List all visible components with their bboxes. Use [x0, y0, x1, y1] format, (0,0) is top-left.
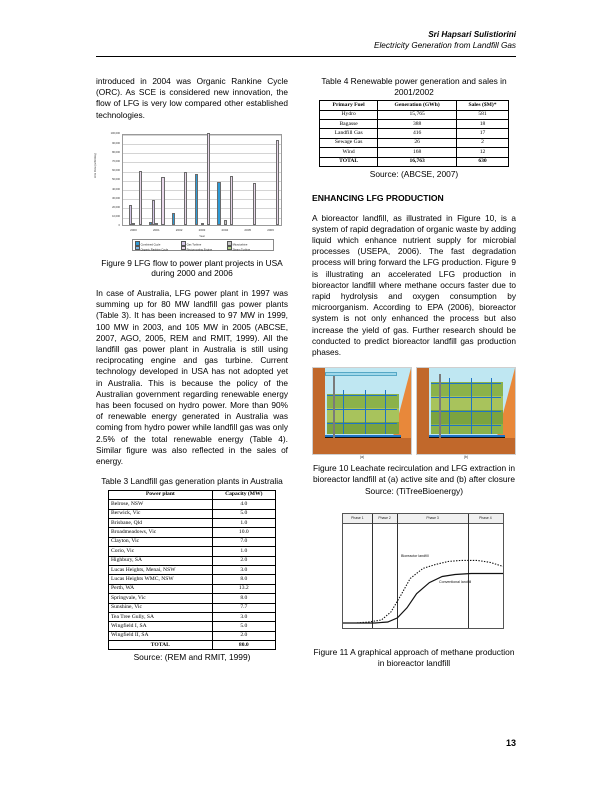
- table-4-fuel: Bagasse: [320, 119, 378, 128]
- table-row: [109, 509, 276, 518]
- extraction-well-a: [333, 376, 335, 438]
- table-3-col-0: Power plant: [109, 490, 213, 499]
- figure-9-bar: [201, 223, 204, 225]
- table-3-plant-name: Springvale, Vic: [109, 594, 213, 603]
- figure-10-sublabel-a: (a): [359, 455, 365, 460]
- table-3-plant-name: Belrose, NSW: [109, 500, 213, 509]
- figure-9-bar: [129, 205, 132, 225]
- figure-9-xlabel: Year: [199, 233, 205, 238]
- legend-item: [181, 246, 212, 252]
- figure-10-source: Source: (TiTreeBioenergy): [364, 486, 464, 497]
- table-3-capacity: 5.0: [212, 509, 275, 518]
- figure-11-plot-area: [342, 513, 504, 629]
- figure-9-xtick: 2004: [221, 227, 229, 232]
- legend-label: Reciprocating Engine: [186, 248, 213, 252]
- table-4-title: Table 4 Renewable power generation and sales in 2001/2002: [321, 76, 507, 97]
- table-3-capacity: 1.0: [212, 547, 275, 556]
- gridline: [123, 162, 281, 163]
- legend-label: Gas Turbine: [186, 243, 202, 247]
- table-3-capacity: 8.0: [212, 594, 275, 603]
- figure-9-caption: Figure 9 LFG flow to power plant projects in USA during 2000 and 2006: [101, 257, 283, 279]
- table-4-total-sales: 630: [457, 157, 509, 166]
- table-3-plant-name: Clayton, Vic: [109, 537, 213, 546]
- figure-9-xtick: 2005: [244, 227, 252, 232]
- left-paragraph-1: introduced in 2004 was Organic Rankine Cycle (ORC). As SCE is considered new innovation, the flow of LFG is very low compared other established technologies.: [96, 76, 288, 120]
- table-3-capacity: 5.0: [212, 622, 275, 631]
- table-4-header-row: [320, 101, 509, 110]
- figure-9-xtick: 2001: [152, 227, 160, 232]
- figure-9-xtick: 2003: [198, 227, 206, 232]
- legend-label: Combined Cycle: [140, 243, 161, 247]
- legend-item: [227, 246, 250, 252]
- figure-9-bar: [184, 172, 187, 224]
- table-3-plant-name: Corio, Vic: [109, 547, 213, 556]
- header-rule: [96, 56, 516, 57]
- table-4-col-0: Primary Fuel: [320, 101, 378, 110]
- table-row: [109, 547, 276, 556]
- table-row: [320, 138, 509, 147]
- figure-9-bar: [161, 177, 164, 225]
- table-4-fuel: Hydro: [320, 110, 378, 119]
- figure-11-phase-label: Phase 3: [397, 514, 467, 524]
- table-3-plant-name: Highbury, SA: [109, 556, 213, 565]
- table-3-total-value: 80.0: [212, 641, 275, 650]
- gridline: [123, 218, 281, 219]
- figure-9-ytick: 10,000: [112, 215, 120, 219]
- extraction-well-b: [439, 374, 441, 440]
- gridline: [123, 199, 281, 200]
- table-3-plant-name: Berwick, Vic: [109, 509, 213, 518]
- figure-11-phase-label: Phase 2: [372, 514, 398, 524]
- table-3-capacity: 7.0: [212, 537, 275, 546]
- table-3-body: [109, 500, 276, 650]
- table-3-capacity: 10.0: [212, 528, 275, 537]
- table-4-source: Source: (ABCSE, 2007): [369, 168, 459, 179]
- table-row: [109, 584, 276, 593]
- table-row: [109, 612, 276, 621]
- figure-9-bar: [253, 183, 256, 224]
- figure-9-ytick: 30,000: [112, 196, 120, 200]
- table-3-capacity: 2.0: [212, 556, 275, 565]
- figure-9-ytick: 80,000: [112, 150, 120, 154]
- figure-10-sublabels: [312, 455, 516, 459]
- table-row: [109, 575, 276, 584]
- table-3-plant-name: Lucas Heights, Menai, NSW: [109, 565, 213, 574]
- figure-10-image-b: [416, 367, 516, 455]
- figure-9-xtick: 2002: [175, 227, 183, 232]
- table-row: [109, 565, 276, 574]
- table-row: [320, 119, 509, 128]
- table-4-generation: 416: [378, 129, 457, 138]
- figure-10-images: [312, 367, 516, 455]
- figure-9-bar: [139, 171, 142, 225]
- table-row: [109, 519, 276, 528]
- leachate-cap-a: [325, 372, 397, 376]
- table-4-total-row: [320, 157, 509, 166]
- figure-9-chart: [96, 130, 288, 254]
- figure-11-curves: [343, 514, 503, 628]
- gridline: [123, 181, 281, 182]
- table-3-plant-name: Lucas Heights WMC, NSW: [109, 575, 213, 584]
- table-3-capacity: 4.0: [212, 500, 275, 509]
- legend-label: Steam Turbine: [232, 248, 251, 252]
- table-4-total-generation: 16,763: [378, 157, 457, 166]
- table-4-total-label: TOTAL: [320, 157, 378, 166]
- table-4-generation: 15,765: [378, 110, 457, 119]
- table-3-plant-name: Tea Tree Gully, SA: [109, 612, 213, 621]
- table-3-total-row: [109, 641, 276, 650]
- figure-9-bar: [224, 220, 227, 225]
- table-row: [109, 500, 276, 509]
- table-row: [109, 556, 276, 565]
- figure-11-phase-label: Phase 1: [343, 514, 372, 524]
- table-3-col-1: Capacity (MW): [212, 490, 275, 499]
- header-title: Electricity Generation from Landfill Gas: [374, 40, 516, 50]
- table-4-generation: 26: [378, 138, 457, 147]
- figure-9-ytick: 60,000: [112, 169, 120, 173]
- table-4-sales: 2: [457, 138, 509, 147]
- figure-11-series-bioreactor: [343, 560, 503, 623]
- figure-9-xtick: 2006: [267, 227, 274, 232]
- gridline: [123, 135, 281, 136]
- figure-9-bar: [230, 176, 233, 225]
- legend-label: Organic Rankine Cycle: [140, 248, 169, 252]
- table-3-plant-name: Broadmeadows, Vic: [109, 528, 213, 537]
- table-row: [320, 129, 509, 138]
- figure-9-bar: [132, 223, 135, 225]
- table-row: [109, 622, 276, 631]
- figure-9-bar: [172, 213, 175, 225]
- table-3-capacity: 8.0: [212, 575, 275, 584]
- figure-9-bar: [217, 182, 220, 225]
- table-3-capacity: 1.0: [212, 519, 275, 528]
- figure-11-chart: [312, 507, 516, 643]
- left-paragraph-2: In case of Australia, LFG power plant in 1997 was summing up for 80 MW landfill gas power plants (Table 3). It has been increased to 97 MW in 1999, 100 MW in 2003, and 105 MW in 2005 (ABCSE, 2007, AGO, 2005, REM and RMIT, 1999). All the landfill gas power plant in Australia is still using reciprocating engine and gas turbine. Current technology developed in USA has not adopted yet in Australia. This is because the policy of the Australian government regarding renewable energy has been focused on hydro power. More than 90% of renewable energy generated in Australia was coming from hydro power while landfill gas was only 2.5% of the total renewable energy (Table 4). Similar figure was also reflected in the sales of energy.: [96, 288, 288, 467]
- figure-9-ytick: 40,000: [112, 187, 120, 191]
- figure-9-ytick: 100,000: [110, 132, 120, 136]
- table-row: [320, 110, 509, 119]
- table-4-col-1: Generation (GWh): [378, 101, 457, 110]
- page-number: 13: [505, 738, 516, 748]
- right-column: [312, 76, 516, 668]
- table-4: [319, 100, 509, 167]
- figure-11-label-conventional: Conventional landfill: [439, 579, 472, 584]
- table-4-body: [320, 110, 509, 166]
- figure-9-ylabel: LFG Flow (scfm/day): [94, 152, 97, 178]
- figure-10-image-a: [312, 367, 412, 455]
- header-author: Sri Hapsari Sulistiorini: [428, 30, 516, 39]
- running-header: [96, 30, 516, 51]
- gridline: [123, 144, 281, 145]
- figure-11-phase-label: Phase 4: [468, 514, 503, 524]
- table-3-capacity: 13.2: [212, 584, 275, 593]
- table-4-col-2: Sales ($M)*: [457, 101, 509, 110]
- table-4-generation: 168: [378, 148, 457, 157]
- table-3-source: Source: (REM and RMIT, 1999): [133, 652, 251, 663]
- figure-11-caption: Figure 11 A graphical approach of methane production in bioreactor landfill: [313, 646, 515, 668]
- section-heading-enhancing-lfg: ENHANCING LFG PRODUCTION: [312, 192, 444, 203]
- figure-10-sublabel-b: (b): [463, 455, 469, 460]
- table-row: [320, 148, 509, 157]
- table-3-plant-name: Perth, WA: [109, 584, 213, 593]
- figure-9-bar: [276, 140, 279, 225]
- table-4-sales: 581: [457, 110, 509, 119]
- table-row: [109, 631, 276, 640]
- figure-11-label-bioreactor: Bioreactor landfill: [401, 553, 429, 558]
- table-row: [109, 603, 276, 612]
- figure-9-legend: [132, 239, 274, 251]
- table-4-sales: 17: [457, 129, 509, 138]
- figure-9-ytick: 0: [118, 224, 120, 228]
- figure-9-ytick: 50,000: [112, 178, 120, 182]
- legend-swatch: [135, 246, 140, 251]
- table-3-capacity: 2.0: [212, 631, 275, 640]
- table-4-fuel: Sewage Gas: [320, 138, 378, 147]
- legend-label: Microturbine: [232, 243, 248, 247]
- figure-9-bar: [152, 200, 155, 225]
- figure-9-bar: [155, 223, 158, 225]
- legend-swatch: [181, 246, 186, 251]
- table-row: [109, 528, 276, 537]
- figure-9-plot-area: [122, 134, 282, 226]
- table-4-sales: 12: [457, 148, 509, 157]
- table-3-plant-name: Sunshine, Vic: [109, 603, 213, 612]
- table-4-fuel: Landfill Gas: [320, 129, 378, 138]
- figure-9-xtick: 2000: [130, 227, 137, 232]
- table-3-capacity: 3.0: [212, 612, 275, 621]
- table-3-plant-name: Wingfield I, SA: [109, 622, 213, 631]
- figure-9-bar: [207, 133, 210, 225]
- table-4-generation: 388: [378, 119, 457, 128]
- right-paragraph-1: A bioreactor landfill, as illustrated in Figure 10, is a system of rapid degradation of organic waste by adding liquid which enhance nutrient supply for microbial processes (USEPA, 2006). The fast degradation process will bring forward the LFG production. Figure 9 is illustrating an accelerated LFG production in bioreactor landfill where methane occurs faster due to rapid hydrolysis and oxygen consumption by microorganism. According to EPA (2006), bioreactor system is not only enhanced the process but also increase the yield of gas. Further research should be conducted to predict bioreactor landfill gas production phases.: [312, 212, 516, 357]
- table-4-sales: 18: [457, 119, 509, 128]
- gridline: [123, 190, 281, 191]
- figure-10-caption: Figure 10 Leachate recirculation and LFG extraction in bioreactor landfill at (a) active site and (b) after closure: [312, 463, 516, 484]
- table-4-fuel: Wind: [320, 148, 378, 157]
- figure-11-series-conventional: [343, 573, 503, 623]
- gridline: [123, 208, 281, 209]
- table-3-total-label: TOTAL: [109, 641, 213, 650]
- legend-swatch: [227, 246, 232, 251]
- gridline: [123, 172, 281, 173]
- table-3: [108, 490, 276, 651]
- gridline: [123, 153, 281, 154]
- table-3-title: Table 3 Landfill gas generation plants in Australia: [101, 476, 283, 487]
- figure-9-ytick: 70,000: [112, 159, 120, 163]
- table-row: [109, 594, 276, 603]
- legend-item: [135, 246, 168, 252]
- figure-9-ytick: 90,000: [112, 141, 120, 145]
- table-3-capacity: 7.7: [212, 603, 275, 612]
- table-3-capacity: 3.0: [212, 565, 275, 574]
- figure-9-bar: [195, 174, 198, 225]
- left-column: [96, 76, 288, 663]
- table-3-plant-name: Wingfield II, SA: [109, 631, 213, 640]
- figure-9-ytick: 20,000: [112, 205, 120, 209]
- table-3-header-row: [109, 490, 276, 499]
- table-row: [109, 537, 276, 546]
- table-3-plant-name: Brisbane, Qld: [109, 519, 213, 528]
